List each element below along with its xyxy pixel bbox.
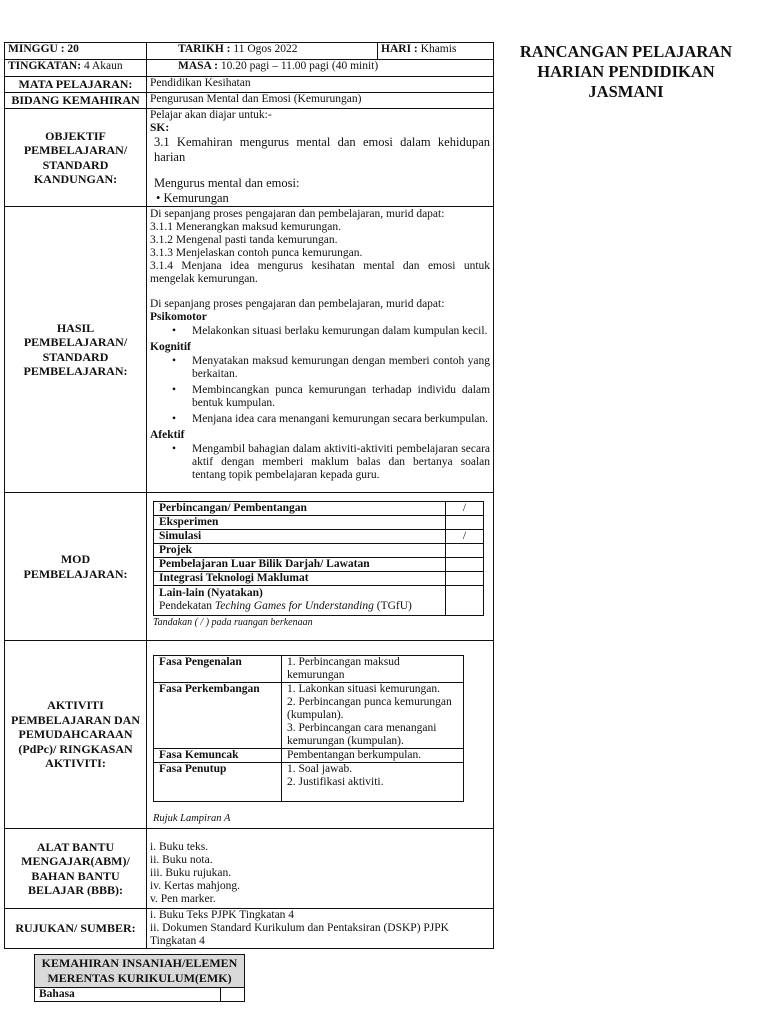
hasil-label: HASIL PEMBELAJARAN/ STANDARD PEMBELAJARAN: <box>5 207 147 493</box>
fasa-name: Fasa Pengenalan <box>154 656 282 683</box>
mod-row-item <box>154 586 484 616</box>
mod-row-item <box>154 516 484 530</box>
fasa-item: 1. Perbincangan maksud kemurungan <box>287 656 400 681</box>
rujukan-item: i. Buku Teks PJPK Tingkatan 4 <box>150 909 295 921</box>
bidang-row <box>5 93 494 109</box>
tarikh-value: 11 Ogos 2022 <box>233 43 298 55</box>
aktiviti-label: AKTIVITI PEMBELAJARAN DAN PEMUDAHCARAAN (PdPc)/ RINGKASAN AKTIVITI: <box>5 641 147 829</box>
fasa-items <box>282 656 464 683</box>
mod-item-mark <box>446 558 484 572</box>
title-line: JASMANI <box>588 82 664 101</box>
objektif-content <box>147 109 494 207</box>
hasil-item: 3.1.1 Menerangkan maksud kemurungan. <box>150 221 341 233</box>
mod-item-mark <box>446 586 484 616</box>
kognitif-item: • Membincangkan punca kemurungan terhadap individu dalam bentuk kumpulan. <box>150 384 490 410</box>
tarikh-label: TARIKH : <box>178 43 234 55</box>
mata-pelajaran-label: MATA PELAJARAN: <box>5 77 147 93</box>
abm-item: v. Pen marker. <box>150 893 216 905</box>
fasa-items <box>282 749 464 763</box>
minggu-cell <box>5 43 147 60</box>
mod-note: Tandakan ( / ) pada ruangan berkenaan <box>153 617 313 628</box>
kognitif-item: • Menjana idea cara menangani kemurungan secara berkumpulan. <box>150 413 490 426</box>
sk-label: SK: <box>150 122 170 134</box>
mod-item-mark <box>446 544 484 558</box>
emk-item-mark <box>221 988 245 1002</box>
document-title <box>510 42 742 102</box>
mod-item-label: Projek <box>154 544 446 558</box>
tingkatan-label: TINGKATAN: <box>8 60 84 72</box>
mod-row-item <box>154 502 484 516</box>
mod-lain-italic: Teching Games for Understanding <box>214 600 374 612</box>
psikomotor-item: • Melakonkan situasi berlaku kemurungan dalam kumpulan kecil. <box>150 325 490 338</box>
abm-row <box>5 829 494 909</box>
mod-lain-label: Lain-lain (Nyatakan) <box>159 587 263 599</box>
masa-label: MASA : <box>178 60 221 72</box>
mod-item-mark <box>446 572 484 586</box>
abm-content <box>147 829 494 909</box>
rujukan-label: RUJUKAN/ SUMBER: <box>5 909 147 949</box>
mod-checklist-table <box>153 501 484 616</box>
hasil-intro: Di sepanjang proses pengajaran dan pembelajaran, murid dapat: <box>150 298 445 310</box>
bidang-value: Pengurusan Mental dan Emosi (Kemurungan) <box>147 93 494 109</box>
fasa-row <box>154 763 464 802</box>
emk-item-label: Bahasa <box>35 988 221 1002</box>
abm-item: iii. Buku rujukan. <box>150 867 232 879</box>
aktiviti-row <box>5 641 494 829</box>
tarikh-cell <box>147 43 378 60</box>
mod-lain-cell <box>154 586 446 616</box>
lesson-plan-table <box>4 42 494 949</box>
kognitif-title: Kognitif <box>150 341 191 353</box>
objektif-sub: Mengurus mental dan emosi: <box>154 176 300 190</box>
abm-item: i. Buku teks. <box>150 841 209 853</box>
mod-content <box>147 493 494 641</box>
fasa-name: Fasa Kemuncak <box>154 749 282 763</box>
fasa-name: Fasa Perkembangan <box>154 683 282 749</box>
mod-row-item <box>154 544 484 558</box>
objektif-label: OBJEKTIF PEMBELAJARAN/ STANDARD KANDUNGAN: <box>5 109 147 207</box>
abm-label: ALAT BANTU MENGAJAR(ABM)/ BAHAN BANTU BELAJAR (BBB): <box>5 829 147 909</box>
fasa-row <box>154 749 464 763</box>
rujukan-content <box>147 909 494 949</box>
objektif-intro: Pelajar akan diajar untuk:- <box>150 109 272 121</box>
mod-item-label: Eksperimen <box>154 516 446 530</box>
hari-cell <box>378 43 494 60</box>
objektif-row <box>5 109 494 207</box>
emk-row <box>35 988 245 1002</box>
emk-header: KEMAHIRAN INSANIAH/ELEMEN MERENTAS KURIKULUM(EMK) <box>35 955 245 988</box>
mod-row-item <box>154 572 484 586</box>
hari-label: HARI : <box>381 43 421 55</box>
mata-pelajaran-value: Pendidikan Kesihatan <box>147 77 494 93</box>
aktiviti-note: Rujuk Lampiran A <box>153 813 231 824</box>
mod-lain-post: (TGfU) <box>373 600 412 612</box>
fasa-items <box>282 763 464 802</box>
emk-table <box>34 954 245 1002</box>
rujukan-item: ii. Dokumen Standard Kurikulum dan Pentaksiran (DSKP) PJPK Tingkatan 4 <box>150 922 449 947</box>
abm-item: ii. Buku nota. <box>150 854 213 866</box>
hasil-item: 3.1.3 Menjelaskan contoh punca kemurungan. <box>150 247 363 259</box>
mod-item-label: Integrasi Teknologi Maklumat <box>154 572 446 586</box>
mod-item-mark <box>446 516 484 530</box>
bidang-label: BIDANG KEMAHIRAN <box>5 93 147 109</box>
fasa-name: Fasa Penutup <box>154 763 282 802</box>
kognitif-item: • Menyatakan maksud kemurungan dengan memberi contoh yang berkaitan. <box>150 355 490 381</box>
psikomotor-title: Psikomotor <box>150 311 207 323</box>
masa-cell <box>147 60 494 77</box>
tingkatan-value: 4 Akaun <box>83 60 123 72</box>
mod-item-mark: / <box>446 502 484 516</box>
abm-item: iv. Kertas mahjong. <box>150 880 240 892</box>
tingkatan-cell <box>5 60 147 77</box>
hasil-row <box>5 207 494 493</box>
hasil-content <box>147 207 494 493</box>
fasa-item: 1. Soal jawab. <box>287 763 353 775</box>
masa-value: 10.20 pagi – 11.00 pagi (40 minit) <box>220 60 379 72</box>
afektif-title: Afektif <box>150 429 185 441</box>
header-row-1 <box>5 43 494 60</box>
hasil-item: 3.1.2 Mengenal pasti tanda kemurungan. <box>150 234 338 246</box>
sk-item: 3.1 Kemahiran mengurus mental dan emosi dalam kehidupan harian <box>154 135 491 164</box>
hari-value: Khamis <box>420 43 457 55</box>
rujukan-row <box>5 909 494 949</box>
mod-row <box>5 493 494 641</box>
fasa-item: 2. Perbincangan punca kemurungan (kumpulan). <box>287 696 452 721</box>
hasil-item: 3.1.4 Menjana idea mengurus kesihatan mental dan emosi untuk mengelak kemurungan. <box>150 260 491 285</box>
fasa-table <box>153 655 464 802</box>
mod-item-label: Simulasi <box>154 530 446 544</box>
afektif-item: • Mengambil bahagian dalam aktiviti-aktiviti pembelajaran secara aktif dengan memberi maklum balas dan bertanya soalan tentang topik pembelajaran kepada guru. <box>150 443 490 482</box>
title-line: RANCANGAN PELAJARAN <box>519 42 733 61</box>
emk-header-row <box>35 955 245 988</box>
mod-item-label: Pembelajaran Luar Bilik Darjah/ Lawatan <box>154 558 446 572</box>
fasa-item: Pembentangan berkumpulan. <box>287 749 422 761</box>
minggu-value: 20 <box>67 43 79 55</box>
objektif-bullet: • Kemurungan <box>156 191 229 205</box>
aktiviti-content <box>147 641 494 829</box>
mod-row-item <box>154 530 484 544</box>
mata-pelajaran-row <box>5 77 494 93</box>
title-line: HARIAN PENDIDIKAN <box>537 62 715 81</box>
mod-item-label: Perbincangan/ Pembentangan <box>154 502 446 516</box>
mod-row-item <box>154 558 484 572</box>
fasa-items <box>282 683 464 749</box>
fasa-item: 3. Perbincangan cara menangani kemurungan (kumpulan). <box>287 722 437 747</box>
header-row-2 <box>5 60 494 77</box>
hasil-intro: Di sepanjang proses pengajaran dan pembelajaran, murid dapat: <box>150 208 445 220</box>
mod-label: MOD PEMBELAJARAN: <box>5 493 147 641</box>
mod-lain-pre: Pendekatan <box>159 600 215 612</box>
fasa-item: 1. Lakonkan situasi kemurungan. <box>287 683 440 695</box>
fasa-row <box>154 683 464 749</box>
mod-item-mark: / <box>446 530 484 544</box>
fasa-row <box>154 656 464 683</box>
fasa-item: 2. Justifikasi aktiviti. <box>287 776 384 788</box>
minggu-label: MINGGU : <box>8 43 68 55</box>
mod-lain-text <box>159 600 440 613</box>
